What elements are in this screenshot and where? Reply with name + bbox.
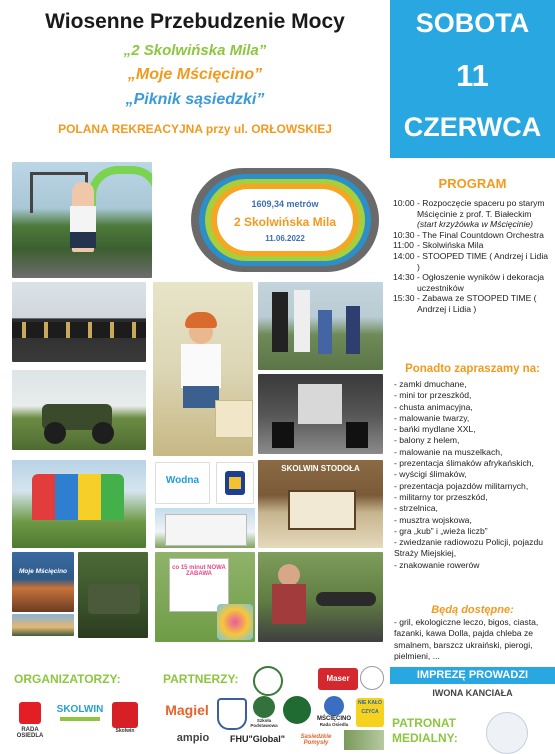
program-time: 14:00 — [393, 250, 415, 261]
rada-label: RADA OSIEDLA — [16, 727, 44, 739]
logo-partner-green — [283, 696, 311, 724]
photo-moje-mscięcino — [12, 552, 74, 612]
wodna-text: Wodna — [165, 475, 200, 486]
list-item: - zwiedzanie radiowozu Policji, pojazdu Straży Miejskiej, — [394, 537, 544, 559]
szkola-caption: Szkoła Podstawowa — [250, 718, 278, 728]
program-time: 15:30 — [393, 293, 415, 304]
day-number: 11 — [456, 58, 489, 93]
list-item: - malowanie na muszelkach, — [394, 446, 503, 457]
list-item: - prezentacja pojazdów militarnych, — [394, 480, 529, 491]
list-item: - bańki mydlane XXL, — [394, 424, 476, 435]
list-item: - prezentacja ślimaków afrykańskich, — [394, 458, 534, 469]
list-item: - militarny tor przeszkód, — [394, 491, 488, 502]
program-title: PROGRAM — [438, 176, 507, 191]
program-item — [393, 272, 553, 293]
logo-fhu-global: FHU"Global" — [230, 734, 286, 744]
photo-bouncy-castle — [12, 460, 146, 548]
list-item: - zamki dmuchane, — [394, 379, 467, 389]
day-name: SOBOTA — [415, 8, 530, 38]
program-time: 11:00 — [393, 240, 414, 251]
moje-sign: Moje Mścięcino — [18, 568, 68, 575]
program-item-note — [393, 219, 553, 230]
sign-text: co 15 minut NOWA ZABAWA — [172, 565, 226, 577]
program-text: - STOOPED TIME ( Andrzej i Lidia ) — [417, 250, 549, 272]
track-name: 2 Skolwińska Mila — [233, 215, 337, 229]
list-item: - wyścigi ślimaków, — [394, 469, 467, 480]
list-item: - balony z helem, — [394, 435, 460, 446]
program-time: 10:30 — [393, 229, 415, 240]
logo-maser: Maser — [318, 668, 358, 690]
city-label: Skolwin — [115, 728, 135, 734]
month: CZERWCA — [403, 112, 542, 142]
program-item — [393, 251, 553, 272]
program-text: - Skolwińska Mila — [417, 240, 484, 251]
logo-partner-round — [253, 666, 283, 696]
available-title: Będą dostępne: — [431, 604, 514, 616]
subtitle-piknik: „Piknik sąsiedzki” — [125, 91, 265, 108]
list-item: - gra „kub” i „wieża liczb” — [394, 525, 488, 536]
msciecino-label: MŚCIĘCINO — [316, 716, 351, 722]
logo-ampio: ampio — [176, 732, 210, 744]
program-text: - Rozpoczęcie spaceru po starym Mścięcinie z prof. T. Białeckim — [417, 198, 545, 219]
logo-partner-photo — [344, 730, 384, 750]
logo-partner-shield — [217, 698, 247, 730]
logo-skolwin-organizer — [56, 704, 104, 736]
subtitle-mila: „2 Skolwińska Mila” — [123, 42, 267, 59]
photo-stodola — [258, 460, 383, 548]
list-item: - chusta animacyjna, — [394, 401, 473, 412]
date-box — [390, 0, 555, 158]
list-item: - strzelnica, — [394, 503, 438, 514]
attractions-list — [394, 379, 554, 571]
photo-landscape — [12, 614, 74, 636]
photo-sidecar — [12, 370, 146, 450]
logo-wodna — [155, 462, 210, 504]
logo-sasiedzkie: Sasiedzkie Pomysły — [300, 734, 332, 746]
logo-szkola — [246, 696, 282, 738]
program-item — [393, 230, 553, 241]
logo-badge — [216, 462, 254, 504]
program-time: 10:00 — [393, 198, 415, 208]
organizers-heading: ORGANIZATORZY: — [14, 672, 121, 686]
msciecino-caption: Rada Osiedla — [319, 722, 349, 727]
program-item — [393, 240, 553, 251]
track-distance: 1609,34 metrów — [251, 199, 319, 209]
patronat-heading: PATRONAT MEDIALNY: — [392, 716, 458, 745]
logo-magiel: Magiel — [165, 702, 209, 718]
photo-band-stage — [258, 374, 383, 454]
logo-partner-small — [360, 666, 384, 690]
program-text: - Ogłoszenie wyników i dekoracja uczestników — [417, 272, 545, 293]
photo-cooking — [258, 552, 383, 642]
photo-orchestra — [12, 282, 146, 362]
photo-stormtroopers — [258, 282, 383, 370]
program-note: (start krzyżówka w Mścięcinie) — [417, 219, 534, 230]
photo-sign-board — [155, 552, 255, 642]
patronat-logo — [486, 712, 528, 754]
photo-runner — [12, 162, 152, 278]
host-name: IWONA KANCIAŁA — [432, 688, 513, 698]
venue: POLANA REKREACYJNA przy ul. ORŁOWSKIEJ — [58, 122, 332, 136]
stodola-sign: SKOLWIN STODOŁA — [281, 464, 360, 473]
logo-niekalo: NIE KAŁO CZYCA — [356, 698, 384, 727]
program-item — [393, 198, 553, 219]
event-title: Wiosenne Przebudzenie Mocy — [45, 10, 345, 33]
program-text: - Zabawa ze STOOPED TIME ( Andrzej i Lidia ) — [417, 293, 537, 314]
track-graphic — [185, 162, 385, 280]
list-item: - znakowanie rowerów — [394, 559, 480, 570]
program-text: - The Final Countdown Orchestra — [417, 229, 544, 240]
host-label: IMPREZĘ PROWADZI — [390, 667, 555, 684]
available-text: - gril, ekologiczne leczo, bigos, ciasta, fazanki, kawa Dolla, pajda chleba ze smalnem, barszcz ukraiński, pierogi, pielmieni, ... — [394, 617, 539, 661]
subtitle-mscięcino: „Moje Mścięcino” — [127, 66, 263, 83]
list-item: - mini tor przeszkód, — [394, 390, 472, 401]
track-date: 11.06.2022 — [265, 234, 305, 243]
photo-building — [155, 508, 255, 548]
list-item: - malowanie twarzy, — [394, 412, 470, 423]
logo-city — [110, 702, 140, 736]
list-item: - musztra wojskowa, — [394, 514, 472, 525]
more-title: Ponadto zapraszamy na: — [405, 363, 540, 375]
photo-military-car — [78, 552, 148, 638]
logo-rada-osiedla — [8, 702, 52, 746]
program-item — [393, 293, 553, 314]
program-time: 14:30 — [393, 272, 415, 283]
program-list — [393, 198, 553, 315]
photo-girl-drinks — [153, 282, 253, 456]
skolwin-label: SKOLWIN — [56, 704, 104, 715]
partners-heading: PARTNERZY: — [163, 672, 239, 686]
